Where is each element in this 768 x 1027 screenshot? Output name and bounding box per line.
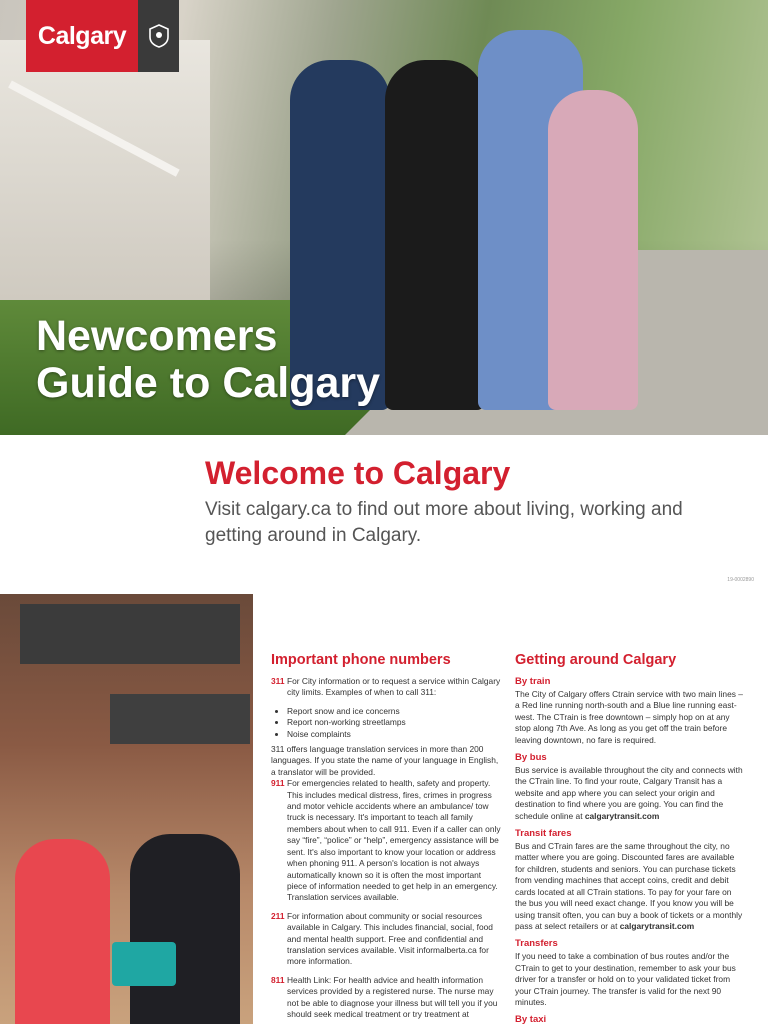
- family-member-mother: [385, 60, 485, 410]
- transit-link[interactable]: calgarytransit.com: [584, 810, 660, 821]
- transfers-text: If you need to take a combination of bus routes and/or the CTrain to get to your destination, remember to ask your bus driver for a transfer or hold on to your validated ticket from your CTrain journey. The transfer is valid for the next 90 minutes.: [515, 951, 736, 1007]
- calgary-logo: [26, 0, 179, 72]
- phone-entry-311: [271, 676, 501, 699]
- fares-text-body: Bus and CTrain fares are the same throughout the city, no matter where you are going. Discounted fares are available for children, students and seniors. You can purchase tickets from vending machines that accept coins, credit and debit cards located at all CTrain stations. To pay for your fare on the bus you will need exact change. If you know you will be using transit often, you can buy a book of tickets or a monthly pass at select retailers or at: [515, 841, 743, 931]
- hero-title-line1: Newcomers: [36, 312, 278, 360]
- phone-311-examples: [271, 706, 501, 740]
- phone-number: 211: [271, 910, 285, 921]
- phone-numbers-column: [271, 652, 501, 1027]
- bus-heading: By bus: [515, 752, 547, 764]
- woman-red-top: [15, 839, 110, 1024]
- hero-photo: [0, 0, 768, 435]
- welcome-heading: Welcome to Calgary: [205, 455, 511, 491]
- logo-wordmark: Calgary: [26, 0, 138, 72]
- bus-text-body: Bus service is available throughout the city and connects with the CTrain line. To find your route, Calgary Transit has a website and app where you can select your origin and destination to find where you are going. You can find the schedule online at: [515, 765, 743, 821]
- welcome-section: [205, 453, 745, 549]
- phone-description: For emergencies related to health, safety and property. This includes medical distress, fires, crimes in progress and motor vehicle accidents where an ambulance/ tow truck is necessary. It's important to teach all family members about when to call 911. Even if a caller can only say “fire”, “police” or “help”, emergency assistance will be sent. It's also important to know your location or address when phoning 911. A person's location is not always automatically known so it is often the most important piece of information needed to get help in an emergency. Translation services available.: [287, 778, 501, 903]
- hero-title-line2: Guide to Calgary: [36, 359, 381, 407]
- awning: [20, 604, 240, 664]
- list-item: • Noise complaints: [287, 729, 501, 740]
- family-member-girl: [548, 90, 638, 410]
- phone-number: 911: [271, 778, 285, 789]
- hero-title: [36, 313, 380, 407]
- bus-text: [515, 765, 745, 822]
- fares-heading: Transit fares: [515, 828, 572, 840]
- phone-311-note: 311 offers language translation services in more than 200 languages. If you state the name of your language in English, a translator will be provided.: [271, 744, 499, 777]
- phone-description: For information about community or social resources available in Calgary. This includes financial, social, food and mental health support. Free and confidential and translation services available. Visit informalberta.ca for more information.: [287, 910, 493, 967]
- fares-text: [515, 841, 745, 932]
- train-heading: By train: [515, 676, 551, 687]
- phone-heading: Important phone numbers: [271, 652, 451, 668]
- document-number: 19-0002890: [727, 577, 754, 583]
- transit-link[interactable]: calgarytransit.com: [619, 920, 695, 931]
- phone-number: 311: [271, 676, 285, 686]
- teal-handbag: [112, 942, 176, 986]
- crest-icon-svg: [146, 23, 172, 49]
- train-text: The City of Calgary offers Ctrain service with two main lines – a Red line running north-south and a Blue line running east-west. The CTrain is free downtown – simply hop on at any stop along 7th Ave. As long as you get off the train before leaving downtown, no fare is required.: [515, 689, 743, 745]
- getting-around-column: [515, 652, 745, 1027]
- awning: [110, 694, 250, 744]
- phone-description: Health Link: For health advice and health information services provided by a registered nurse. The nurse may not be able to diagnose your illness but will tell you if you should seek medical treatment or try treatment at: [287, 974, 498, 1019]
- street-photo: [0, 594, 253, 1024]
- list-item: • Report snow and ice concerns: [287, 706, 501, 717]
- transfers-heading: Transfers: [515, 938, 558, 950]
- crest-icon: [138, 0, 179, 72]
- woman-black-top: [130, 834, 240, 1024]
- phone-entry-911: [271, 778, 501, 903]
- welcome-subtitle: Visit calgary.ca to find out more about living, working and getting around in Calgary.: [205, 499, 683, 546]
- phone-description: For City information or to request a service within Calgary city limits. Examples of when to call 311:: [287, 676, 501, 698]
- taxi-heading: By taxi: [515, 1014, 547, 1026]
- phone-entry-211: [271, 911, 501, 968]
- list-item: • Report non-working streetlamps: [287, 717, 501, 728]
- phone-entry-811: [271, 975, 501, 1021]
- getting-around-heading: Getting around Calgary: [515, 652, 677, 668]
- phone-number: 811: [271, 974, 285, 985]
